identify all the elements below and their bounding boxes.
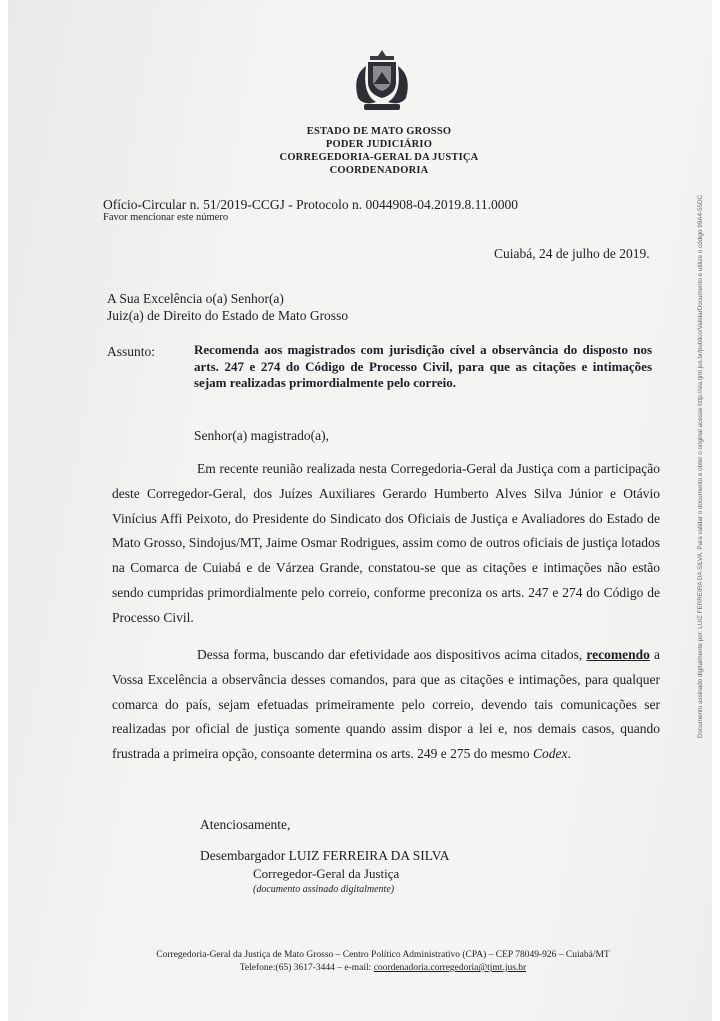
- paragraph-2: [112, 643, 660, 767]
- header-corregedoria: CORREGEDORIA-GERAL DA JUSTIÇA: [279, 152, 479, 163]
- header-coordenadoria: COORDENADORIA: [329, 165, 429, 176]
- footer-address: Corregedoria-Geral da Justiça de Mato Grosso – Centro Político Administrativo (CPA) – CEP 78049-926 – Cuiabá/MT: [156, 950, 610, 960]
- oficio-number: Ofício-Circular n. 51/2019-CCGJ - Protocolo n. 0044908-04.2019.8.11.0000: [103, 197, 518, 212]
- closing: Atenciosamente,: [200, 817, 291, 832]
- recipient-line-2: Juiz(a) de Direito do Estado de Mato Grosso: [107, 308, 349, 323]
- greeting: Senhor(a) magistrado(a),: [194, 428, 329, 443]
- paragraph-2-lead: Dessa forma, buscando dar efetividade aos dispositivos acima citados,: [197, 647, 583, 662]
- codex-word: Codex: [533, 746, 568, 762]
- document-date: Cuiabá, 24 de julho de 2019.: [494, 246, 650, 261]
- signature-note: (documento assinado digitalmente): [253, 884, 395, 895]
- paragraph-2-rest: a Vossa Excelência a observância desses comandos, para que as citações e intimações, para qualquer comarca do país, sejam efetuadas primeiramente pelo correio, devendo tais comunicações ser realizadas por oficial de justiça somente quando assim dispor a lei e, nos demais casos, quando frustrada a primeira opção, consoante determina os arts. 249 e 275 do mesmo: [112, 647, 660, 762]
- paragraph-1: Em recente reunião realizada nesta Corregedoria-Geral da Justiça com a participação deste Corregedor-Geral, dos Juízes Auxiliares Gerardo Humberto Alves Silva Júnior e Otávio Vinícius Affi Peixoto, do Presidente do Sindicato dos Oficiais de Justiça e Avaliadores do Estado de Mato Grosso, Sindojus/MT, Jaime Osmar Rodrigues, assim como de outros oficiais de justiça lotados na Comarca de Cuiabá e de Várzea Grande, constatou-se que as citações e intimações não estão sendo cumpridas primordialmente pelo correio, conforme preconiza os arts. 247 e 274 do Código de Processo Civil.: [112, 461, 660, 625]
- recipient-line-1: A Sua Excelência o(a) Senhor(a): [107, 291, 284, 306]
- digital-signature-note: Documento assinado digitalmente por: LUIZ FERREIRA DA SILVA. Para validar o documento e obter o original acesse http://sia.tjmt.jus.br/publico/ValidarDocumento e utilize o código 99A4-55DC: [697, 194, 704, 738]
- recomendo-emphasis: recomendo: [586, 647, 650, 662]
- paragraph-2-end: .: [567, 746, 571, 762]
- assunto-text: Recomenda aos magistrados com jurisdição cível a observância do disposto nos arts. 247 e 274 do Código de Processo Civil, para que as citações e intimações sejam realizadas primordialmente pelo correio.: [194, 342, 652, 390]
- signer-title: Corregedor-Geral da Justiça: [253, 866, 400, 881]
- favor-note: Favor mencionar este número: [103, 212, 229, 223]
- footer-contact: [118, 963, 648, 973]
- footer-email-link[interactable]: coordenadoria.corregedoria@tjmt.jus.br: [373, 963, 527, 973]
- signer-name: Desembargador LUIZ FERREIRA DA SILVA: [200, 848, 450, 863]
- header-state: ESTADO DE MATO GROSSO: [306, 126, 452, 137]
- header-judiciary: PODER JUDICIÁRIO: [325, 139, 433, 150]
- assunto-label: Assunto:: [107, 344, 156, 359]
- document-page: [8, 0, 712, 1021]
- footer-phone: Telefone:(65) 3617-3444 – e-mail:: [239, 963, 372, 973]
- coat-of-arms-icon: [346, 48, 418, 114]
